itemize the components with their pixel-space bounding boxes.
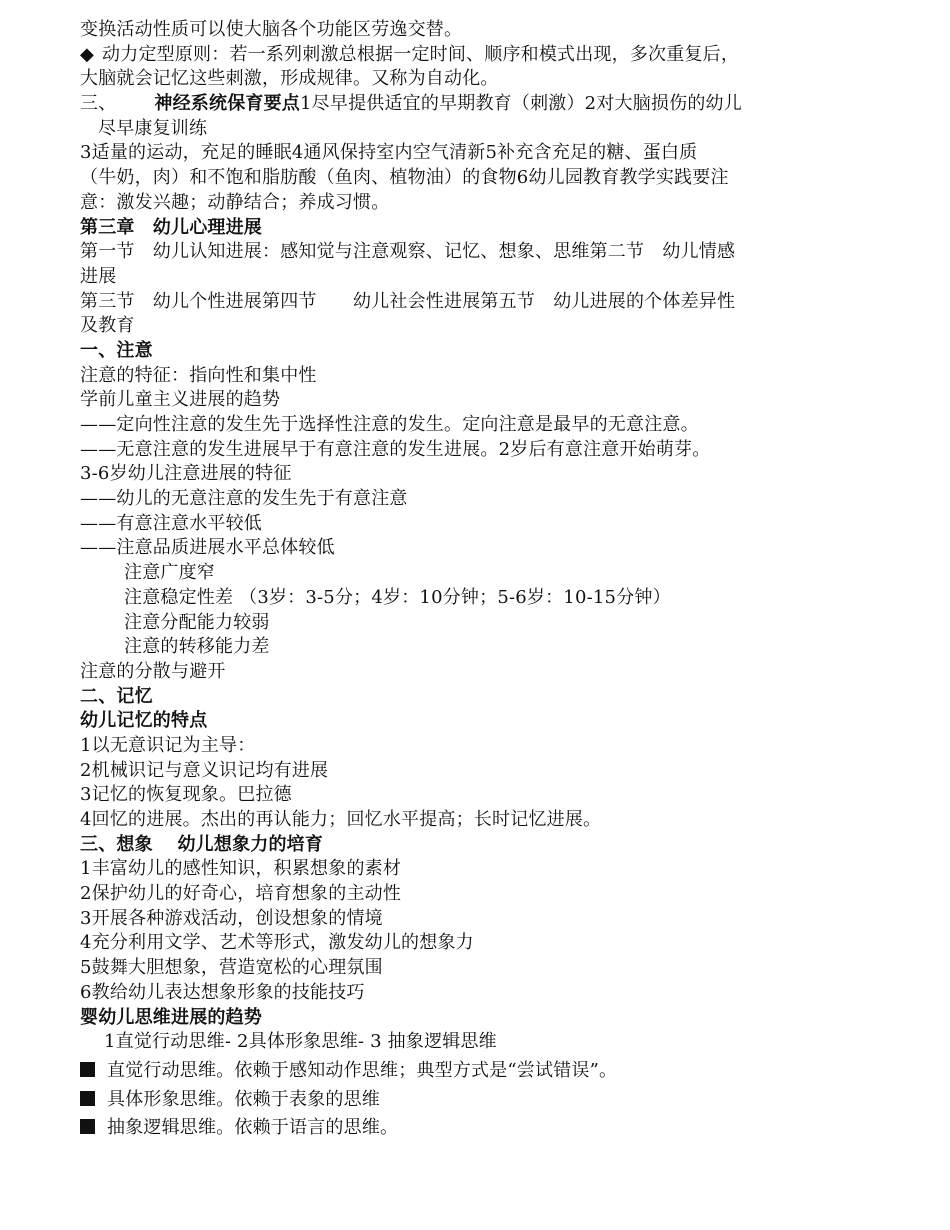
text-line: 意：激发兴趣；动静结合；养成习惯。 [80,191,390,213]
text-line: 第一节 幼儿认知进展：感知觉与注意观察、记忆、想象、思维第二节 幼儿情感 [80,241,736,263]
subsection-heading: 幼儿记忆的特点 [80,710,208,732]
principle-line [80,43,880,68]
bullet-item [80,1088,880,1113]
text-line: 动力定型原则：若一系列刺激总根据一定时间、顺序和模式出现，多次重复后， [102,43,740,65]
text-line: 注意稳定性差 （3岁：3-5分；4岁：10分钟；5-6岁：10-15分钟） [124,586,671,608]
section-number: 三、 [80,93,117,115]
section-heading: 神经系统保育要点 [154,93,301,115]
section-heading: 二、记忆 [80,685,153,707]
section-heading: 一、注意 [80,339,153,361]
list-item: 2保护幼儿的好奇心，培育想象的主动性 [80,883,402,905]
square-bullet-icon [80,1062,95,1077]
square-bullet-icon [80,1091,95,1106]
text-line: 大脑就会记忆这些刺激，形成规律。又称为自动化。 [80,68,499,90]
text-line: 注意分配能力较弱 [124,611,270,633]
text-line: 1尽早提供适宜的早期教育（刺激）2对大脑损伤的幼儿 [300,93,742,115]
text-line: 学前儿童主义进展的趋势 [80,389,281,411]
list-item: 3开展各种游戏活动，创设想象的情境 [80,907,383,929]
bullet-text: 直觉行动思维。依赖于感知动作思维；典型方式是“尝试错误”。 [107,1059,618,1081]
document-page [80,18,880,1145]
text-line: 第三节 幼儿个性进展第四节 幼儿社会性进展第五节 幼儿进展的个体差异性 [80,290,736,312]
text-line: 注意的转移能力差 [124,636,270,658]
text-line: ——幼儿的无意注意的发生先于有意注意 [80,488,408,510]
chapter-heading: 第三章 幼儿心理进展 [80,216,262,238]
text-line: ——有意注意水平较低 [80,512,262,534]
text-line: 注意广度窄 [124,562,215,584]
text-line: 及教育 [80,315,135,337]
text-line: 注意的分散与避开 [80,660,226,682]
text-line: 进展 [80,265,117,287]
list-item: 5鼓舞大胆想象，营造宽松的心理氛围 [80,957,383,979]
text-line: 注意的特征：指向性和集中性 [80,364,317,386]
bullet-text: 抽象逻辑思维。依赖于语言的思维。 [107,1117,399,1139]
text-line: ——无意注意的发生进展早于有意注意的发生进展。2岁后有意注意开始萌芽。 [80,438,711,460]
square-bullet-icon [80,1119,95,1134]
bullet-item [80,1059,880,1084]
text-line: ——定向性注意的发生先于选择性注意的发生。定向注意是最早的无意注意。 [80,414,699,435]
list-item: 1丰富幼儿的感性知识，积累想象的素材 [80,858,402,880]
list-item: 3记忆的恢复现象。巴拉德 [80,784,292,806]
subsection-heading: 婴幼儿思维进展的趋势 [80,1006,262,1028]
text-line: （牛奶，肉）和不饱和脂肪酸（鱼肉、植物油）的食物6幼儿园教育教学实践要注 [80,167,729,189]
list-item: 4充分利用文学、艺术等形式，激发幼儿的想象力 [80,932,474,954]
text-line: ——注意品质进展水平总体较低 [80,537,335,559]
bullet-item [80,1116,880,1141]
text-line: 3适量的运动，充足的睡眠4通风保持室内空气清新5补充含充足的糖、蛋白质 [80,142,698,164]
bullet-text: 具体形象思维。依赖于表象的思维 [107,1088,380,1110]
list-item: 6教给幼儿表达想象形象的技能技巧 [80,981,365,1003]
text-line: 变换活动性质可以使大脑各个功能区劳逸交替。 [80,19,463,40]
list-item: 4回忆的进展。杰出的再认能力；回忆水平提高；长时记忆进展。 [80,809,602,830]
section-heading-line [80,92,880,117]
text-line: 3-6岁幼儿注意进展的特征 [80,463,292,485]
section-heading: 三、想象 幼儿想象力的培育 [80,833,324,855]
text-line: 尽早康复训练 [98,117,208,139]
text-line: 1直觉行动思维- 2具体形象思维- 3 抽象逻辑思维 [104,1031,497,1053]
list-item: 2机械识记与意义识记均有进展 [80,759,329,781]
list-item: 1以无意识记为主导： [80,734,256,756]
diamond-bullet-icon: ◆ [80,43,95,65]
